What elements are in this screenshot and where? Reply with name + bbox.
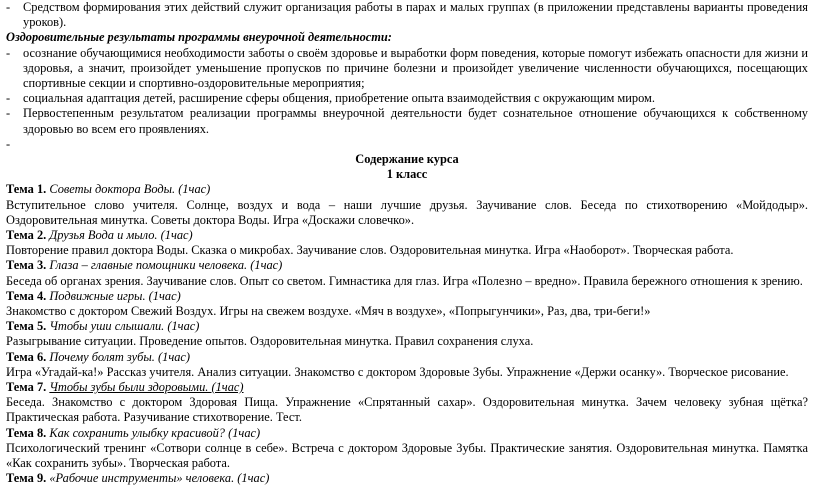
- topic-heading: [6, 319, 808, 334]
- topic-title: «Рабочие инструменты» человека. (1час): [49, 471, 270, 486]
- topic-text: Психологический тренинг «Сотвори солнце в себе». Встреча с доктором Здоровые Зубы. Практические занятия. Оздоровительная минутка. Памятка «Как сохранить зубы». Творческая работа.: [6, 440, 808, 471]
- topic-title: Друзья Вода и мыло. (1час): [49, 228, 193, 243]
- topic-title: Советы доктора Воды. (1час): [49, 182, 211, 197]
- topic-text: Беседа. Знакомство с доктором Здоровая Пища. Упражнение «Спрятанный сахар». Оздоровительная минутка. Зачем человеку зубная щётка? Практическая работа. Разучивание стихотворение. Тест.: [6, 395, 808, 425]
- bullet-dash: -: [6, 136, 11, 151]
- topic-number: Тема 9.: [6, 471, 47, 486]
- topic-number: Тема 1.: [6, 182, 47, 197]
- topic-number: Тема 4.: [6, 288, 47, 303]
- bullet-dash: -: [6, 0, 11, 14]
- topic-title: Как сохранить улыбку красивой? (1час): [49, 425, 261, 440]
- topic-heading: [6, 182, 808, 197]
- topic-heading: [6, 228, 808, 243]
- topic-heading: [6, 380, 808, 395]
- topic-text: Повторение правил доктора Воды. Сказка о микробах. Заучивание слов. Оздоровительная минутка. Игра «Наоборот». Творческая работа.: [6, 243, 734, 258]
- topic-text: Вступительное слово учителя. Солнце, воздух и вода – наши лучшие друзья. Заучивание слов. Беседа по стихотворению «Мойдодыр». Оздоровительная минутка. Советы доктора Воды. Игра «Доскажи словечко».: [6, 197, 808, 227]
- bullet-text: [23, 137, 808, 152]
- bullet-text: Средством формирования этих действий служит организация работы в парах и малых группах (в приложении представлены варианты проведения уроков).: [23, 0, 808, 30]
- topic-number: Тема 7.: [6, 380, 47, 395]
- topic-title: Почему болят зубы. (1час): [49, 349, 191, 364]
- topic-number: Тема 6.: [6, 349, 47, 364]
- topic-text: Знакомство с доктором Свежий Воздух. Игры на свежем воздухе. «Мяч в воздухе», «Попрыгунчики», Раз, два, три-беги!»: [6, 304, 651, 319]
- topic-number: Тема 8.: [6, 425, 47, 440]
- bullet-dash: -: [6, 45, 11, 60]
- topic-title: Глаза – главные помощники человека. (1час): [49, 258, 283, 273]
- topic-number: Тема 2.: [6, 228, 47, 243]
- result-bullet: [6, 106, 808, 136]
- topic-title: Чтобы уши слышали. (1час): [49, 319, 200, 334]
- course-title: Содержание курса: [355, 152, 459, 167]
- bullet-dash: -: [6, 91, 11, 106]
- result-bullet: [6, 46, 808, 92]
- bullet-dash: -: [6, 106, 11, 121]
- topic-heading: [6, 258, 808, 273]
- bullet-text: Первостепенным результатом реализации программы внеурочной деятельности будет сознательное отношение обучающихся к собственному здоровью во всем его проявлениях.: [23, 106, 808, 136]
- topic-heading: [6, 426, 808, 441]
- topic-title: Подвижные игры. (1час): [49, 288, 181, 303]
- topic-heading: [6, 471, 808, 486]
- topic-number: Тема 3.: [6, 258, 47, 273]
- class-title: 1 класс: [386, 167, 428, 182]
- bullet-text: осознание обучающимися необходимости заботы о своём здоровье и выработки форм поведения, которые помогут избежать опасности для жизни и здоровья, а значит, произойдет уменьшение пропусков по причине болезни и произойдет увеличение численности обучающихся, посещающих спортивные секции и спортивно-оздоровительные мероприятия;: [23, 45, 808, 91]
- bullet-text: социальная адаптация детей, расширение сферы общения, приобретение опыта взаимодействия с окружающим миром.: [23, 91, 655, 106]
- topic-heading: [6, 289, 808, 304]
- topic-text: Разыгрывание ситуации. Проведение опытов. Оздоровительная минутка. Правил сохранения слуха.: [6, 334, 534, 349]
- result-bullet-empty: [6, 137, 808, 152]
- topic-text: Игра «Угадай-ка!» Рассказ учителя. Анализ ситуации. Знакомство с доктором Здоровые Зубы. Упражнение «Держи осанку». Творческое рисование.: [6, 364, 789, 379]
- topic-title: Чтобы зубы были здоровыми. (1час): [49, 380, 244, 395]
- topic-list: [6, 182, 808, 486]
- result-bullet: [6, 91, 808, 106]
- section-title: Оздоровительные результаты программы внеурочной деятельности:: [6, 30, 392, 45]
- topic-number: Тема 5.: [6, 319, 47, 334]
- intro-bullet: [6, 0, 808, 30]
- topic-text: Беседа об органах зрения. Заучивание слов. Опыт со светом. Гимнастика для глаз. Игра «Полезно – вредно». Правила бережного отношения к зрению.: [6, 273, 803, 288]
- topic-heading: [6, 350, 808, 365]
